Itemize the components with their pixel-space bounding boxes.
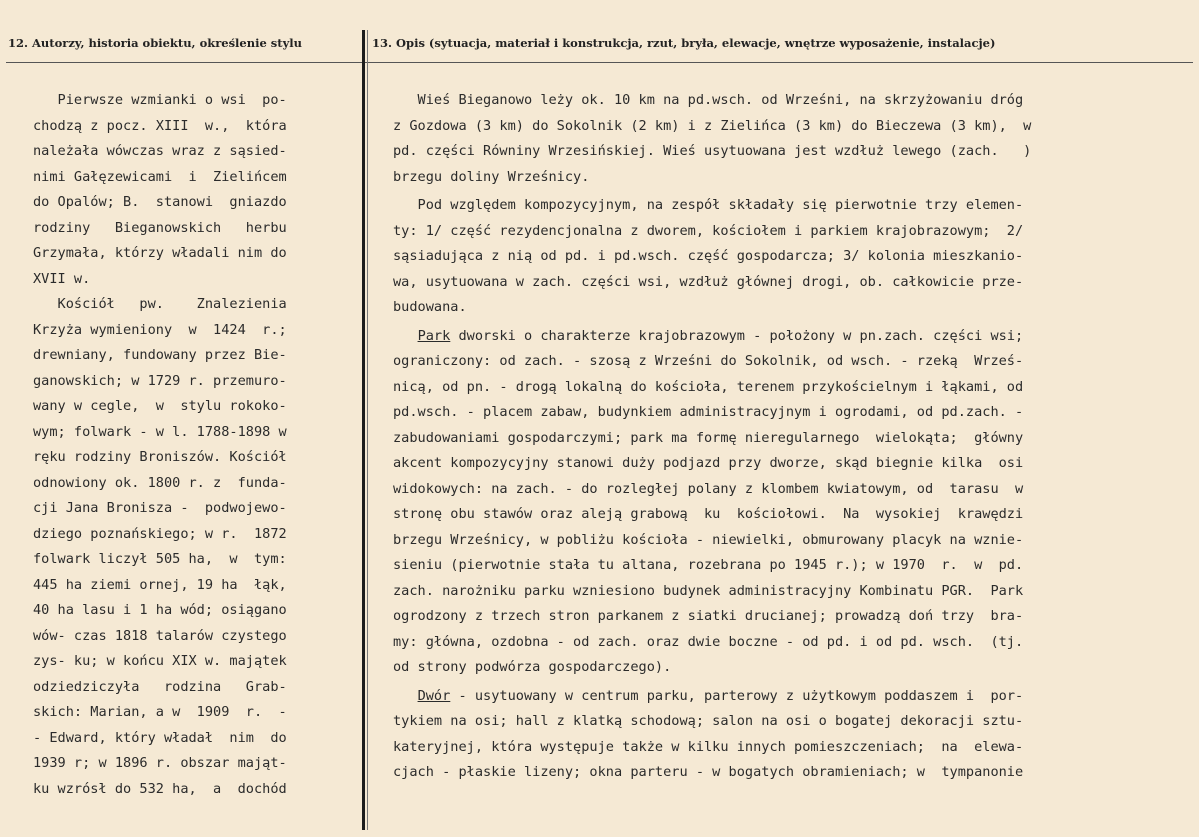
history-text-line: wym; folwark - w l. 1788-1898 w — [33, 423, 287, 440]
history-text-line: odziedziczyła rodzina Grab- — [33, 678, 287, 695]
description-text-line: od strony podwórza gospodarczego). — [393, 659, 672, 675]
history-text-line: 40 ha lasu i 1 ha wód; osiągano — [33, 602, 287, 618]
description-text-line: ogrodzony z trzech stron parkanem z siatki drucianej; prowadzą doń trzy bra- — [393, 608, 1024, 624]
history-text-line: należała wówczas wraz z sąsied- — [33, 143, 287, 159]
description-text-line: wa, usytuowana w zach. części wsi, wzdłuż głównej drogi, ob. całkowicie prze- — [393, 273, 1024, 290]
description-text-line: brzegu doliny Wrześnicy. — [393, 168, 590, 185]
description-text-line: ograniczony: od zach. - szosą z Wrześni do Sokolnik, od wsch. - rzeką Wrześ- — [393, 353, 1024, 369]
description-text-line: ty: 1/ część rezydencjonalna z dworem, kościołem i parkiem krajobrazowym; 2/ — [393, 222, 1024, 239]
history-text-line: drewniany, fundowany przez Bie- — [33, 347, 287, 363]
history-text-line: Grzymała, którzy władali nim do — [33, 245, 287, 261]
description-text-line: kateryjnej, która występuje także w kilku innych pomieszczeniach; na elewa- — [393, 738, 1024, 755]
header-rule — [6, 62, 1193, 63]
history-text-line: ku wzrósł do 532 ha, a dochód — [33, 780, 287, 797]
history-text-line: do Opalów; B. stanowi gniazdo — [33, 194, 287, 210]
history-text-line: folwark liczył 505 ha, w tym: — [33, 551, 287, 567]
history-text-line: 445 ha ziemi ornej, 19 ha łąk, — [33, 576, 287, 593]
description-text-line: Wieś Bieganowo leży ok. 10 km na pd.wsch. od Wrześni, na skrzyżowaniu dróg — [393, 92, 1024, 108]
history-text-line: ganowskich; w 1729 r. przemuro- — [33, 372, 287, 389]
history-text-line: ręku rodziny Broniszów. Kościół — [33, 449, 287, 465]
description-text-line: pd.wsch. - placem zabaw, budynkiem administracyjnym i ogrodami, od pd.zach. - — [393, 404, 1024, 420]
section-13-heading: 13. Opis (sytuacja, materiał i konstrukcja, rzut, bryła, elewacje, wnętrze wyposażenie, instalacje) — [372, 36, 996, 50]
history-text-line: 1939 r; w 1896 r. obszar mająt- — [33, 755, 287, 771]
description-text-line: budowana. — [393, 299, 467, 315]
history-text-line: Krzyża wymieniony w 1424 r.; — [33, 321, 287, 338]
history-text-line: Kościół pw. Znalezienia — [33, 296, 287, 312]
description-text-line: widokowych: na zach. - do rozległej polany z klombem kwiatowym, od tarasu w — [393, 480, 1024, 497]
underlined-term: Park — [417, 327, 451, 344]
column-divider-shadow — [367, 30, 368, 830]
description-text-line: zabudowaniami gospodarczymi; park ma formę nieregularnego wielokąta; główny — [393, 429, 1024, 446]
history-text-column — [33, 88, 353, 802]
history-text-line: Pierwsze wzmianki o wsi po- — [33, 92, 287, 108]
history-text-line: chodzą z pocz. XIII w., która — [33, 117, 287, 134]
history-text-line: nimi Gałęzewicami i Zielińcem — [33, 168, 287, 185]
history-text-line: wów- czas 1818 talarów czystego — [33, 627, 287, 644]
history-text-line: dziego poznańskiego; w r. 1872 — [33, 525, 287, 542]
section-12-heading: 12. Autorzy, historia obiektu, określenie stylu — [8, 36, 302, 50]
description-text-column — [393, 88, 1173, 789]
history-text-line: cji Jana Bronisza - podwojewo- — [33, 500, 287, 516]
description-text-line: tykiem na osi; hall z klatką schodową; salon na osi o bogatej dekoracji sztu- — [393, 713, 1024, 729]
history-text-line: zys- ku; w końcu XIX w. majątek — [33, 653, 287, 669]
history-text-line: wany w cegle, w stylu rokoko- — [33, 398, 287, 414]
history-text-line: odnowiony ok. 1800 r. z funda- — [33, 474, 287, 491]
paragraph-gap — [393, 786, 1173, 789]
description-text-line: Pod względem kompozycyjnym, na zespół składały się pierwotnie trzy elemen- — [393, 197, 1024, 213]
description-text-line: stronę obu stawów oraz aleją grabową ku kościołowi. Na wysokiej krawędzi — [393, 506, 1024, 522]
history-text-line: XVII w. — [33, 270, 91, 287]
description-text-line: z Gozdowa (3 km) do Sokolnik (2 km) i z Zielińca (3 km) do Bieczewa (3 km), w — [393, 117, 1032, 134]
description-text-line: nicą, od pn. - drogą lokalną do kościoła, terenem przykościelnym i łąkami, od — [393, 378, 1024, 395]
description-text-line: Dwór - usytuowany w centrum parku, parterowy z użytkowym poddaszem i por- — [417, 687, 1024, 704]
description-text-line: akcent kompozycyjny stanowi duży podjazd przy dworze, skąd biegnie kilka osi — [393, 455, 1024, 471]
description-text-line: sieniu (pierwotnie stała tu altana, rozebrana po 1945 r.); w 1970 r. w pd. — [393, 557, 1024, 573]
description-text-line: pd. części Równiny Wrzesińskiej. Wieś usytuowana jest wzdłuż lewego (zach. ) — [393, 143, 1032, 159]
history-text-line: rodziny Bieganowskich herbu — [33, 219, 287, 236]
history-text-line: skich: Marian, a w 1909 r. - — [33, 704, 287, 720]
column-divider — [362, 30, 365, 830]
underlined-term: Dwór — [417, 687, 451, 704]
description-text-line: sąsiadująca z nią od pd. i pd.wsch. część gospodarcza; 3/ kolonia mieszkanio- — [393, 248, 1024, 264]
description-text-line: cjach - płaskie lizeny; okna parteru - w bogatych obramieniach; w tympanonie — [393, 764, 1024, 780]
history-text-line: - Edward, który władał nim do — [33, 729, 287, 746]
description-text-line: my: główna, ozdobna - od zach. oraz dwie boczne - od pd. i od pd. wsch. (tj. — [393, 633, 1024, 650]
description-text-line: zach. narożniku parku wzniesiono budynek administracyjny Kombinatu PGR. Park — [393, 582, 1024, 599]
description-text-line: Park dworski o charakterze krajobrazowym - położony w pn.zach. części wsi; — [417, 327, 1024, 344]
description-text-line: brzegu Wrześnicy, w pobliżu kościoła - niewielki, obmurowany placyk na wznie- — [393, 531, 1024, 548]
